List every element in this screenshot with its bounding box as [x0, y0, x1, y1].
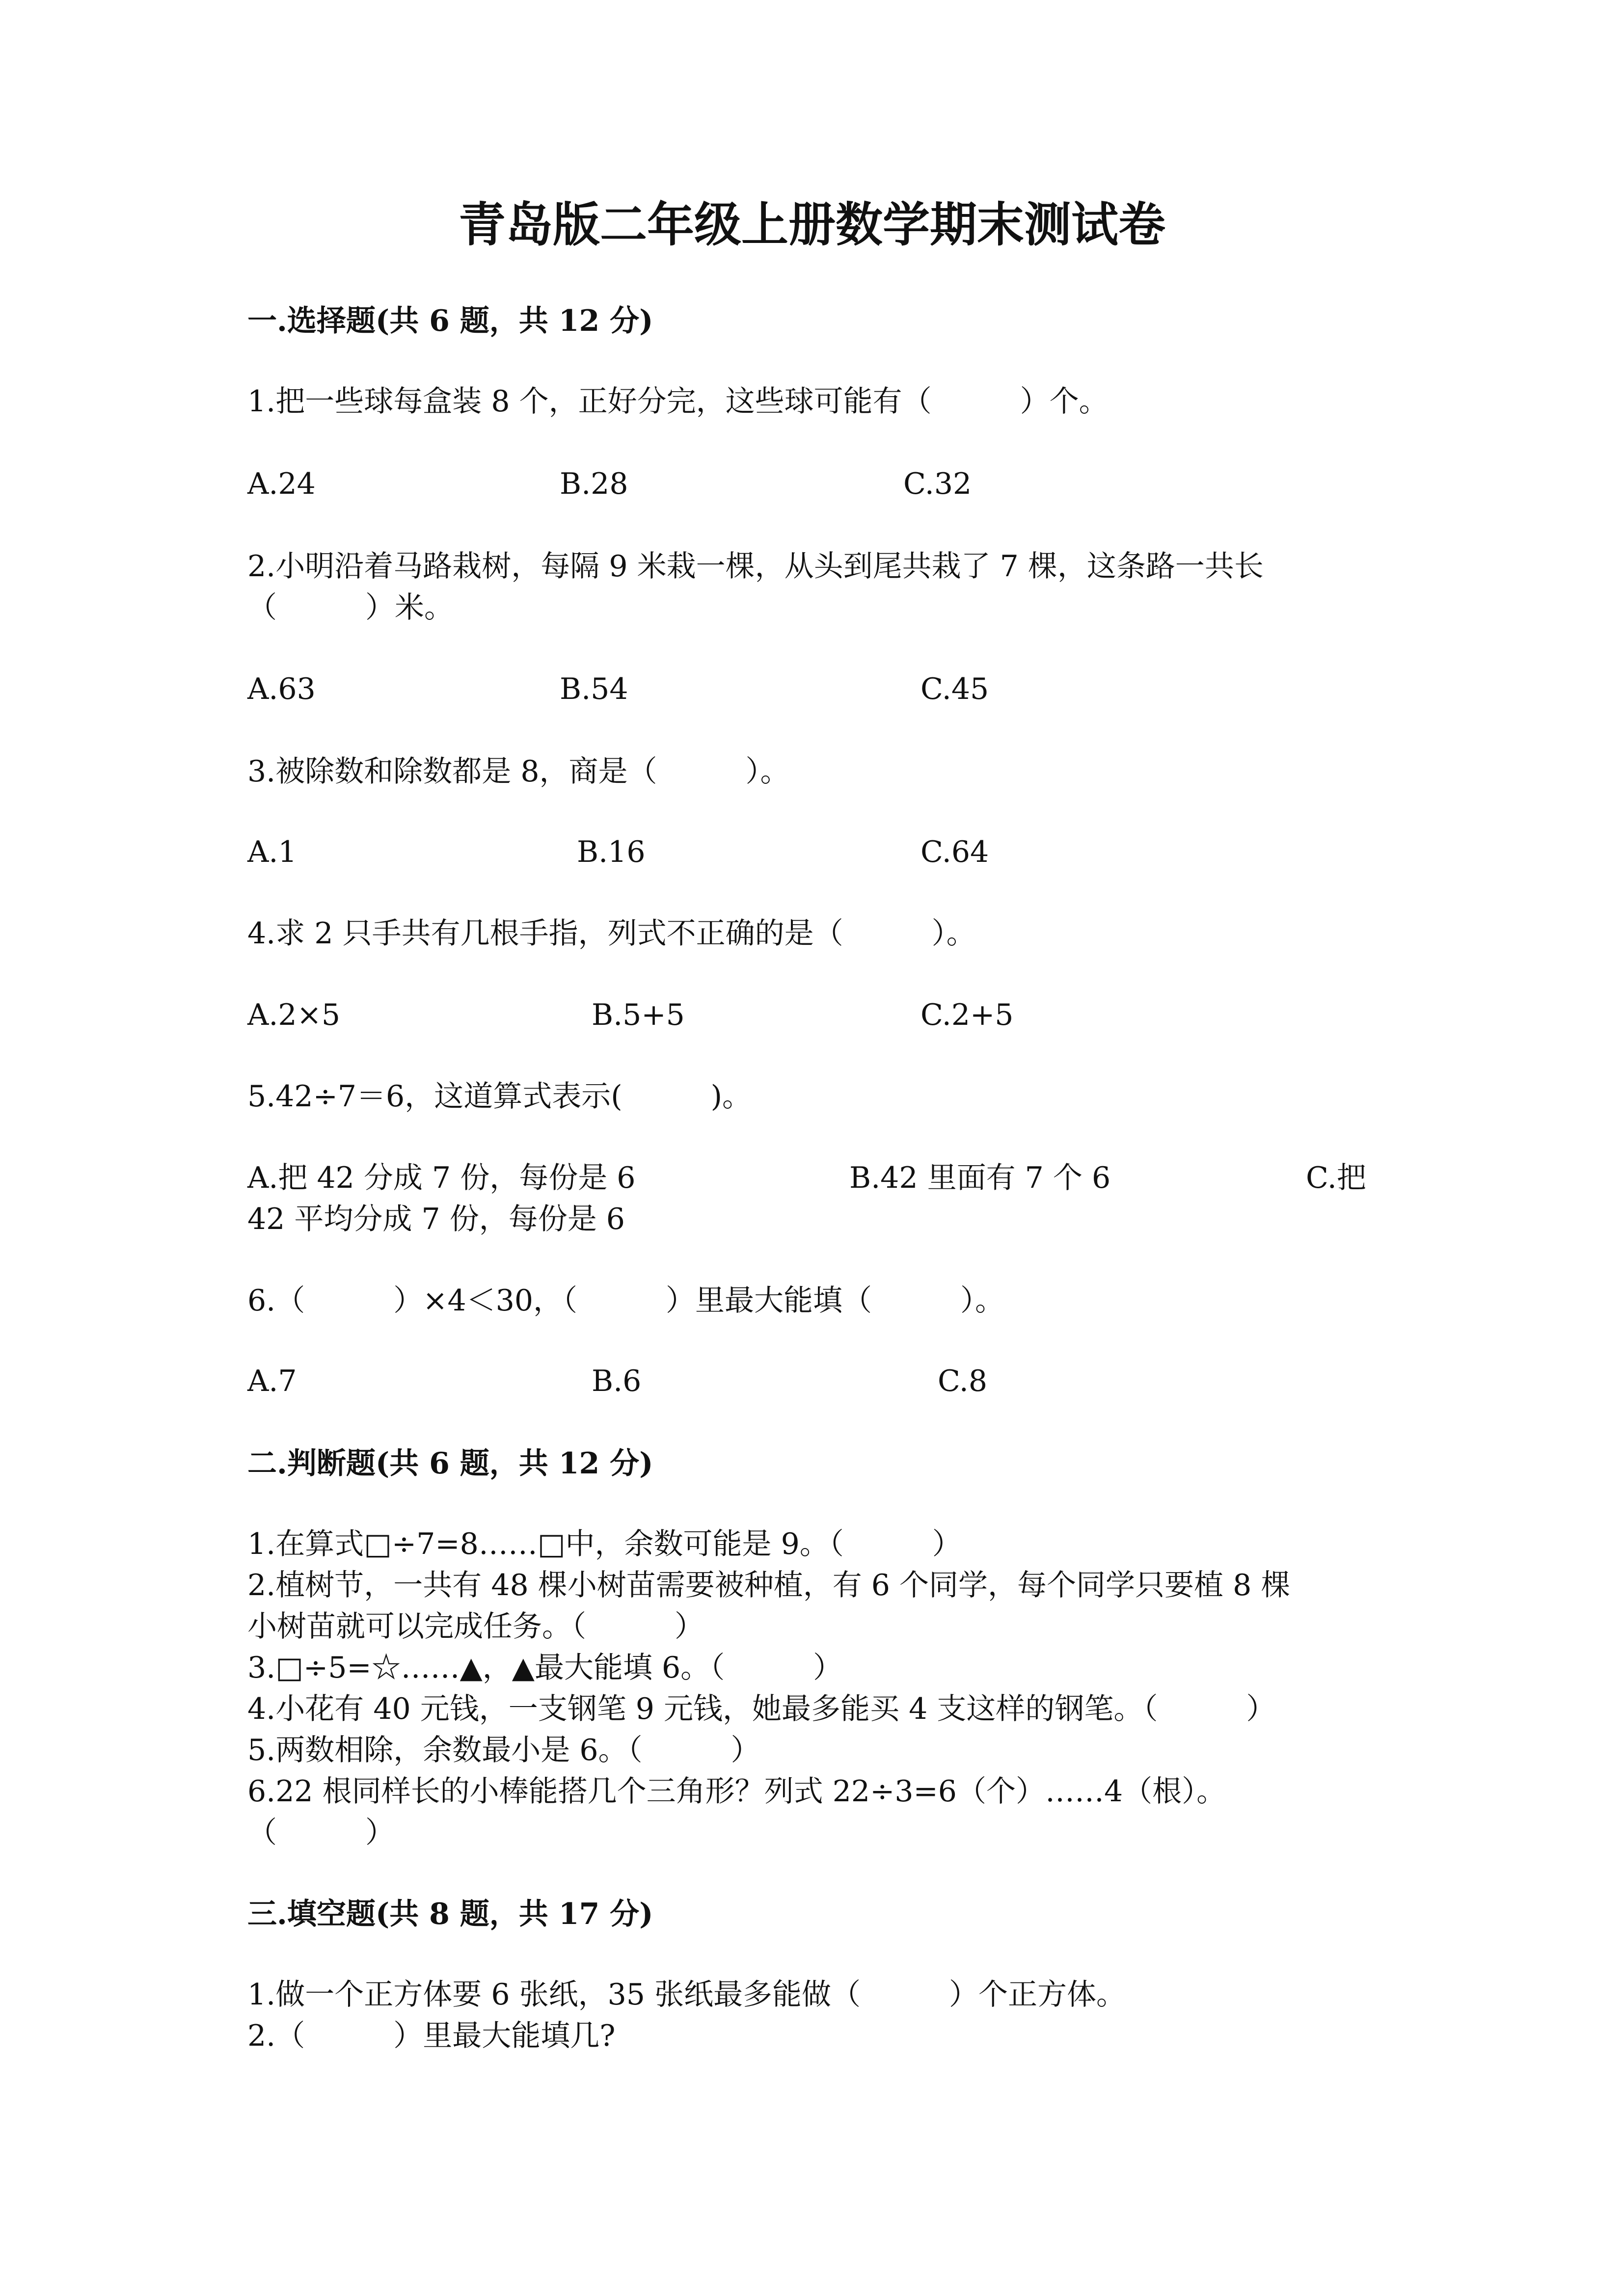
question-text: 3.被除数和除数都是 8，商是（ ）。	[247, 754, 790, 789]
statement: 小树苗就可以完成任务。（ ）	[247, 1609, 704, 1644]
option-a: A.2×5	[247, 998, 341, 1032]
question-text: 1.把一些球每盒装 8 个，正好分完，这些球可能有（ ）个。	[247, 384, 1109, 419]
option-c: C.8	[938, 1364, 988, 1398]
option-b: B.42 里面有 7 个 6	[849, 1161, 1111, 1195]
section-heading: 一.选择题(共 6 题，共 12 分)	[247, 304, 653, 338]
option-a: A.7	[247, 1364, 297, 1398]
question-text: 5.42÷7＝6，这道算式表示( )。	[247, 1079, 752, 1114]
statement: 3.□÷5=☆……▲，▲最大能填 6。（ ）	[247, 1651, 843, 1685]
option-c: C.2+5	[920, 998, 1014, 1032]
option-a: A.24	[247, 467, 316, 501]
statement: 5.两数相除，余数最小是 6。（ ）	[247, 1733, 760, 1767]
statement: 1.在算式□÷7=8……□中，余数可能是 9。（ ）	[247, 1527, 962, 1561]
fill-question: 1.做一个正方体要 6 张纸，35 张纸最多能做（ ）个正方体。	[247, 1977, 1126, 2012]
question-text: 2.小明沿着马路栽树，每隔 9 米栽一棵，从头到尾共栽了 7 棵，这条路一共长	[247, 549, 1264, 584]
option-b: B.28	[560, 467, 628, 501]
fill-question: 2.（ ）里最大能填几?	[247, 2019, 616, 2053]
option-b: B.5+5	[592, 998, 685, 1032]
option-c: C.把	[1306, 1161, 1366, 1195]
option-c: C.45	[920, 672, 989, 706]
statement: （ ）	[247, 1815, 395, 1850]
option-b: B.16	[577, 835, 646, 869]
statement: 6.22 根同样长的小棒能搭几个三角形？列式 22÷3=6（个）……4（根）。	[247, 1774, 1226, 1809]
question-text: 6.（ ）×4＜30，（ ）里最大能填（ ）。	[247, 1283, 1005, 1318]
option-b: B.54	[560, 672, 628, 706]
option-a: A.把 42 分成 7 份，每份是 6	[247, 1161, 636, 1195]
option-a: A.63	[247, 672, 316, 706]
question-text: （ ）米。	[247, 590, 454, 625]
option-a: A.1	[247, 835, 297, 869]
option-c-continued: 42 平均分成 7 份，每份是 6	[247, 1202, 625, 1236]
option-c: C.32	[903, 467, 972, 501]
page-title: 青岛版二年级上册数学期末测试卷	[459, 197, 1165, 252]
question-text: 4.求 2 只手共有几根手指，列式不正确的是（ ）。	[247, 916, 976, 951]
option-b: B.6	[592, 1364, 642, 1398]
section-heading: 三.填空题(共 8 题，共 17 分)	[247, 1897, 653, 1931]
statement: 4.小花有 40 元钱，一支钢笔 9 元钱，她最多能买 4 支这样的钢笔。（ ）	[247, 1692, 1276, 1726]
section-heading: 二.判断题(共 6 题，共 12 分)	[247, 1446, 653, 1481]
statement: 2.植树节，一共有 48 棵小树苗需要被种植，有 6 个同学，每个同学只要植 8 棵	[247, 1568, 1291, 1602]
option-c: C.64	[920, 835, 989, 869]
